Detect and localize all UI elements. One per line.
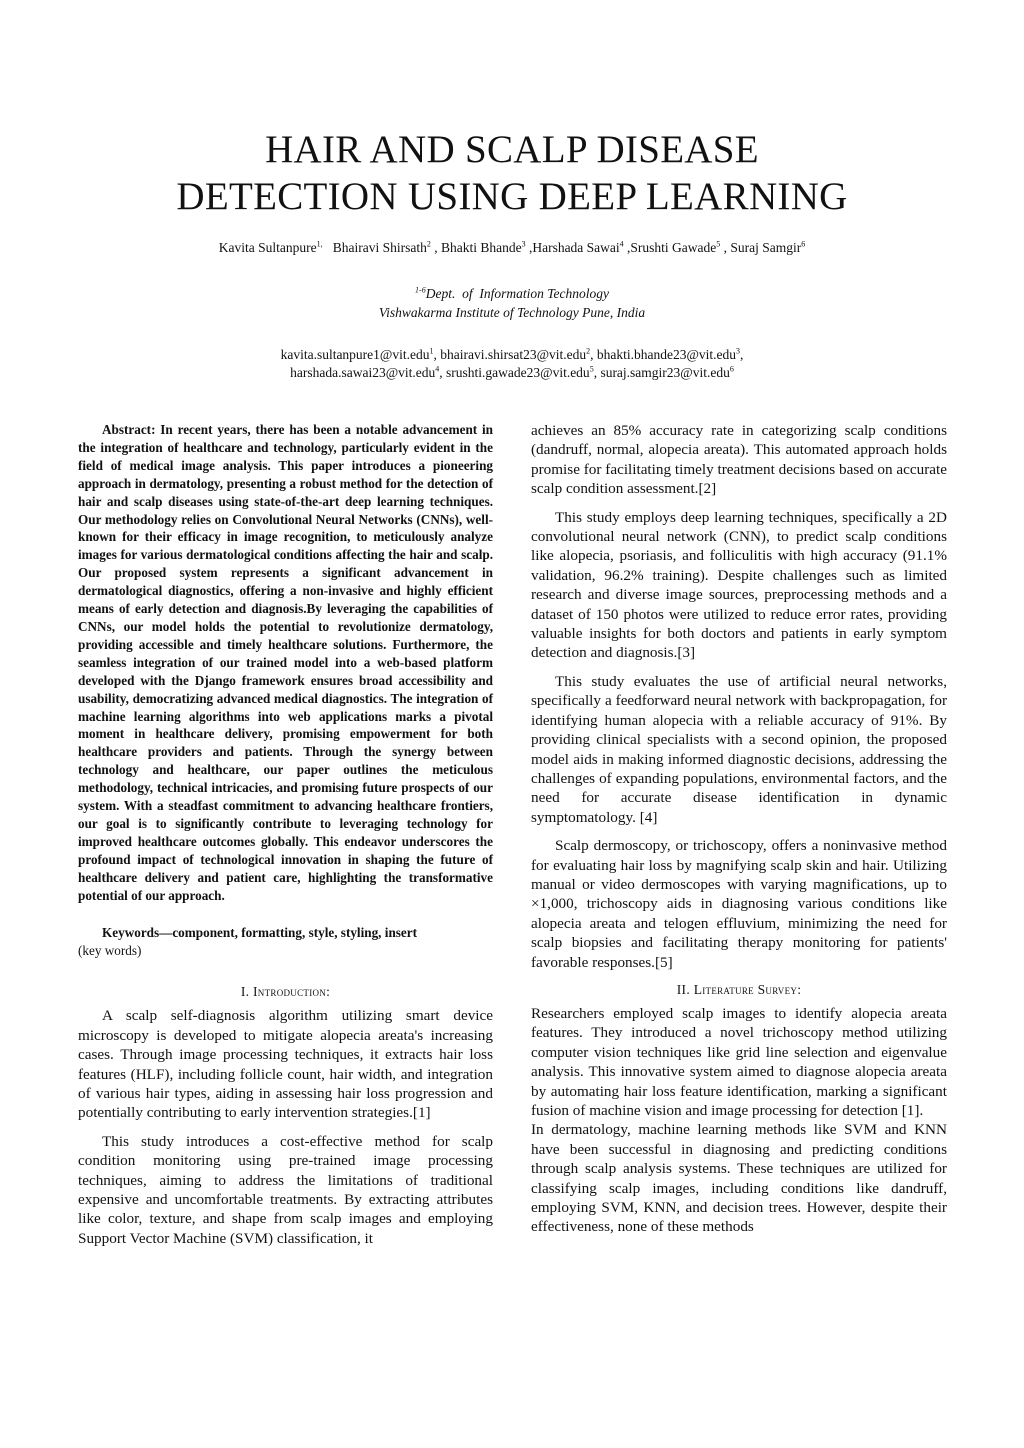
intro-paragraph-2: This study introduces a cost-effective method for scalp condition monitoring using pre-trained image processing techniques, aiming to address the limitations of traditional expensive and uncomfortable treatments. By extracting attributes like color, texture, and shape from scalp images and employing Support Vector Machine (SVM) classification, it [78, 1132, 493, 1247]
section-number: II. [676, 981, 694, 997]
section-title: Introduction: [253, 984, 331, 1000]
affiliation [0, 284, 1024, 322]
paragraph-cnn-study: This study employs deep learning techniques, specifically a 2D convolutional neural network (CNN), to predict scalp conditions like alopecia, psoriasis, and folliculitis with high accuracy (91.1% validation, 96.2% training). Despite challenges such as limited research and diverse image sources, preprocessing methods and a dataset of 150 photos were utilized to reduce error rates, providing valuable insights for both doctors and patients in early symptom detection and diagnosis.[3] [531, 508, 947, 662]
author-sep: , [623, 240, 631, 255]
author-name: Kavita Sultanpure [218, 240, 317, 255]
email-sep: , [740, 347, 744, 362]
abstract [78, 421, 493, 904]
paragraph-ann-study: This study evaluates the use of artificial neural networks, specifically a feedforward neural network with backpropagation, for identifying human alopecia with a reliable accuracy of 91%. By providing clinical specialists with a second opinion, the proposed model aids in making informed diagnostic decisions, addressing the challenges of expanding populations, environmental factors, and the need for accurate disease identification in dynamic symptomatology. [4] [531, 672, 947, 826]
email[interactable]: srushti.gawade23@vit.edu [446, 365, 590, 380]
author-sup: 6 [801, 239, 806, 249]
author-sup: 2 [426, 239, 431, 249]
email[interactable]: bhakti.bhande23@vit.edu [596, 347, 737, 362]
email-sup: 3 [736, 346, 741, 356]
affiliation-dept: Dept. of Information Technology [425, 286, 609, 301]
author-name: Srushti Gawade [630, 240, 717, 255]
email-sep: , [593, 365, 601, 380]
section-heading-introduction [78, 984, 493, 1000]
keywords-label: Keywords—component, formatting, style, styling, insert [102, 925, 418, 941]
author-sup: 1, [316, 239, 323, 249]
author-list [0, 240, 1024, 256]
left-column [78, 421, 493, 1248]
paragraph-trichoscopy: Scalp dermoscopy, or trichoscopy, offers a noninvasive method for evaluating hair loss by magnifying scalp skin and hair. Utilizing manual or video dermoscopes with varying magnifications, up to ×1,000, trichoscopy aids in diagnosing various conditions like alopecia areata and telogen effluvium, minimizing the need for scalp biopsies and facilitating therapy monitoring for patients' favorable responses.[5] [531, 837, 947, 971]
title-line-2: DETECTION USING DEEP LEARNING [176, 175, 848, 218]
author-name: Harshada Sawai [532, 240, 620, 255]
keywords-suffix: (key words) [78, 943, 142, 959]
email[interactable]: suraj.samgir23@vit.edu [600, 365, 730, 380]
abstract-label: Abstract: [102, 422, 156, 437]
email-sup: 2 [586, 346, 591, 356]
email[interactable]: bhairavi.shirsat23@vit.edu [440, 347, 587, 362]
paper-title [0, 126, 1024, 220]
affiliation-inst: Vishwakarma Institute of Technology Pune, India [378, 305, 646, 320]
email-sup: 6 [729, 364, 734, 374]
section-title: Literature Survey: [693, 981, 802, 997]
literature-paragraph-1: Researchers employed scalp images to identify alopecia areata features. They introduced a novel trichoscopy method utilizing computer vision techniques like grid line selection and eigenvalue analysis. This innovative system aimed to diagnose alopecia areata by automating hair loss feature identification, marking a significant fusion of machine vision and image processing for detection [1]. [531, 1004, 947, 1119]
abstract-text: In recent years, there has been a notable advancement in the integration of healthcare and technology, particularly evident in the field of medical image analysis. This paper introduces a pioneering approach in dermatology, presenting a robust method for the detection of hair and scalp diseases using state-of-the-art deep learning techniques. Our methodology relies on Convolutional Neural Networks (CNNs), well-known for their efficacy in image recognition, to meticulously analyze images for various dermatological conditions affecting the hair and scalp. Our proposed system represents a significant advancement in dermatological diagnostics, offering a non-invasive and highly efficient means of early detection and diagnosis.By leveraging the capabilities of CNNs, our model holds the potential to revolutionize dermatology, providing accessible and timely healthcare solutions. Furthermore, the seamless integration of our trained model into a web-based platform developed with the Django framework ensures broad accessibility and usability, democratizing advanced medical diagnostics. The integration of machine learning algorithms into web applications marks a pivotal moment in healthcare delivery, promising empowerment for both healthcare providers and patients. Through the synergy between technology and healthcare, our paper outlines the meticulous methodology, technical intricacies, and promising future prospects of our system. With a steadfast commitment to advancing healthcare frontiers, our goal is to significantly contribute to leveraging technology for improved healthcare outcomes globally. This endeavor underscores the profound impact of technological innovation in shaping the future of healthcare delivery and patient care, highlighting the transformative potential of our approach. [78, 422, 493, 903]
section-number: I. [240, 984, 253, 1000]
intro-paragraph-1: A scalp self-diagnosis algorithm utilizing smart device microscopy is developed to mitigate alopecia areata's increasing cases. Through image processing techniques, it extracts hair loss features (HLF), including follicle count, hair width, and integration of various hair types, aiding in assessing hair loss progression and potentially contributing to early intervention strategies.[1] [78, 1007, 493, 1122]
email-sep: , [590, 347, 597, 362]
affiliation-dept-line [0, 284, 1024, 303]
email-sep: , [433, 347, 441, 362]
author-name: Suraj Samgir [730, 240, 802, 255]
right-column [531, 421, 947, 1237]
paragraph-continued: achieves an 85% accuracy rate in categorizing scalp conditions (dandruff, normal, alopecia areata). This automated approach holds promise for facilitating timely treatment decisions based on accurate scalp condition assessment.[2] [531, 422, 947, 498]
author-sup: 5 [716, 239, 721, 249]
email-sup: 5 [589, 364, 594, 374]
email[interactable]: kavita.sultanpure1@vit.edu [280, 347, 430, 362]
email[interactable]: harshada.sawai23@vit.edu [290, 365, 436, 380]
email-line-1 [0, 346, 1024, 364]
author-sep: , [430, 240, 441, 255]
author-name: Bhakti Bhande [440, 240, 522, 255]
title-line-1: HAIR AND SCALP DISEASE [265, 128, 759, 171]
affiliation-sup: 1-6 [415, 285, 426, 295]
author-name: Bhairavi Shirsath [332, 240, 427, 255]
email-sup: 1 [429, 346, 434, 356]
author-sup: 4 [619, 239, 624, 249]
email-line-2 [0, 364, 1024, 382]
author-sep [323, 240, 330, 255]
email-sup: 4 [435, 364, 440, 374]
author-sep: , [525, 240, 533, 255]
email-list [0, 346, 1024, 382]
author-sup: 3 [521, 239, 526, 249]
author-sep: , [720, 240, 731, 255]
section-heading-literature-survey [531, 982, 947, 998]
keywords [78, 924, 493, 960]
email-sep: , [439, 365, 447, 380]
literature-paragraph-2: In dermatology, machine learning methods like SVM and KNN have been successful in diagnosing and predicting conditions through scalp analysis systems. These techniques are utilized for classifying scalp images, including conditions like dandruff, employing SVM, KNN, and decision trees. However, despite their effectiveness, none of these methods [531, 1121, 947, 1236]
